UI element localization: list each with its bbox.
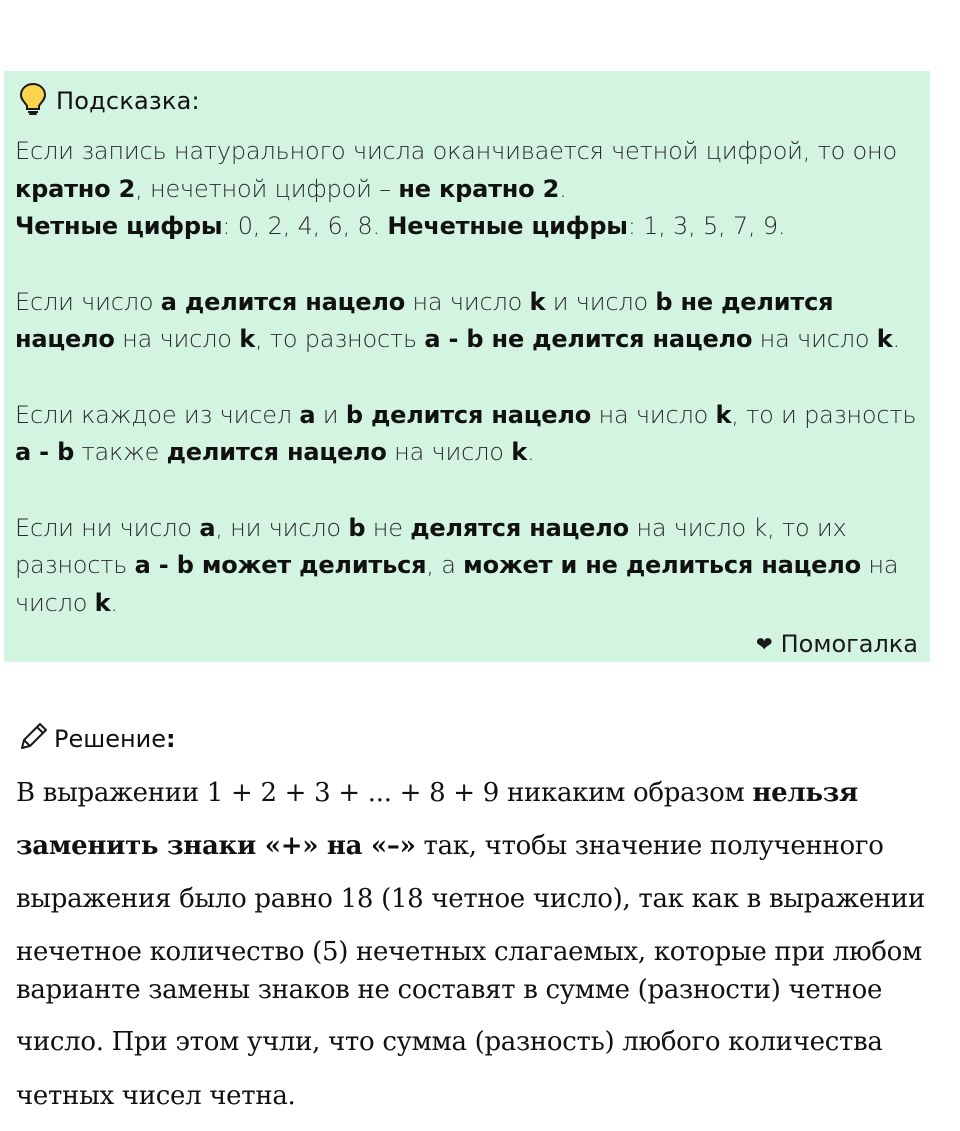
hint-paragraph-parity: Если запись натурального числа оканчивается четной цифрой, то оно кратно 2, нечетной цифрой – не кратно 2. [15,137,897,203]
hint-paragraph-digits: Четные цифры: 0, 2, 4, 6, 8. Нечетные цифры: 1, 3, 5, 7, 9. [15,212,786,240]
solution-header [16,720,176,758]
solution-line: заменить знаки «+» на «–» так, чтобы значение полученного [16,831,884,861]
pomogalka-label: Помогалка [780,630,918,658]
solution-line: выражения было равно 18 (18 четное число), так как в выражении [16,884,926,914]
hint-box [4,71,930,662]
pomogalka-credit[interactable] [756,630,918,658]
solution-title: Решение: [54,725,176,753]
hint-header [18,82,200,120]
solution-line: нечетное количество (5) нечетных слагаемых, которые при любом [16,937,922,967]
hint-title: Подсказка: [56,87,200,115]
pencil-icon [16,720,50,758]
solution-line: В выражении 1 + 2 + 3 + ... + 8 + 9 никаким образом нельзя [16,778,858,808]
solution-line: число. При этом учли, что сумма (разность) любого количества [16,1027,883,1057]
lightbulb-icon [18,82,48,120]
hint-body [15,133,920,622]
hint-paragraph-rule-1: Если число a делится нацело на число k и число b не делится нацело на число k, то разность a - b не делится нацело на число k. [15,287,900,353]
heart-icon: ❤ [755,632,773,656]
solution-line: варианте замены знаков не составят в сумме (разности) четное [16,975,883,1005]
hint-paragraph-rule-2: Если каждое из чисел a и b делится нацело на число k, то и разность a - b также делится нацело на число k. [15,400,917,466]
hint-paragraph-rule-3: Если ни число a, ни число b не делятся нацело на число k, то их разность a - b может делиться, а может и не делиться нацело на число k. [15,513,899,617]
solution-line: четных чисел четна. [16,1081,296,1111]
